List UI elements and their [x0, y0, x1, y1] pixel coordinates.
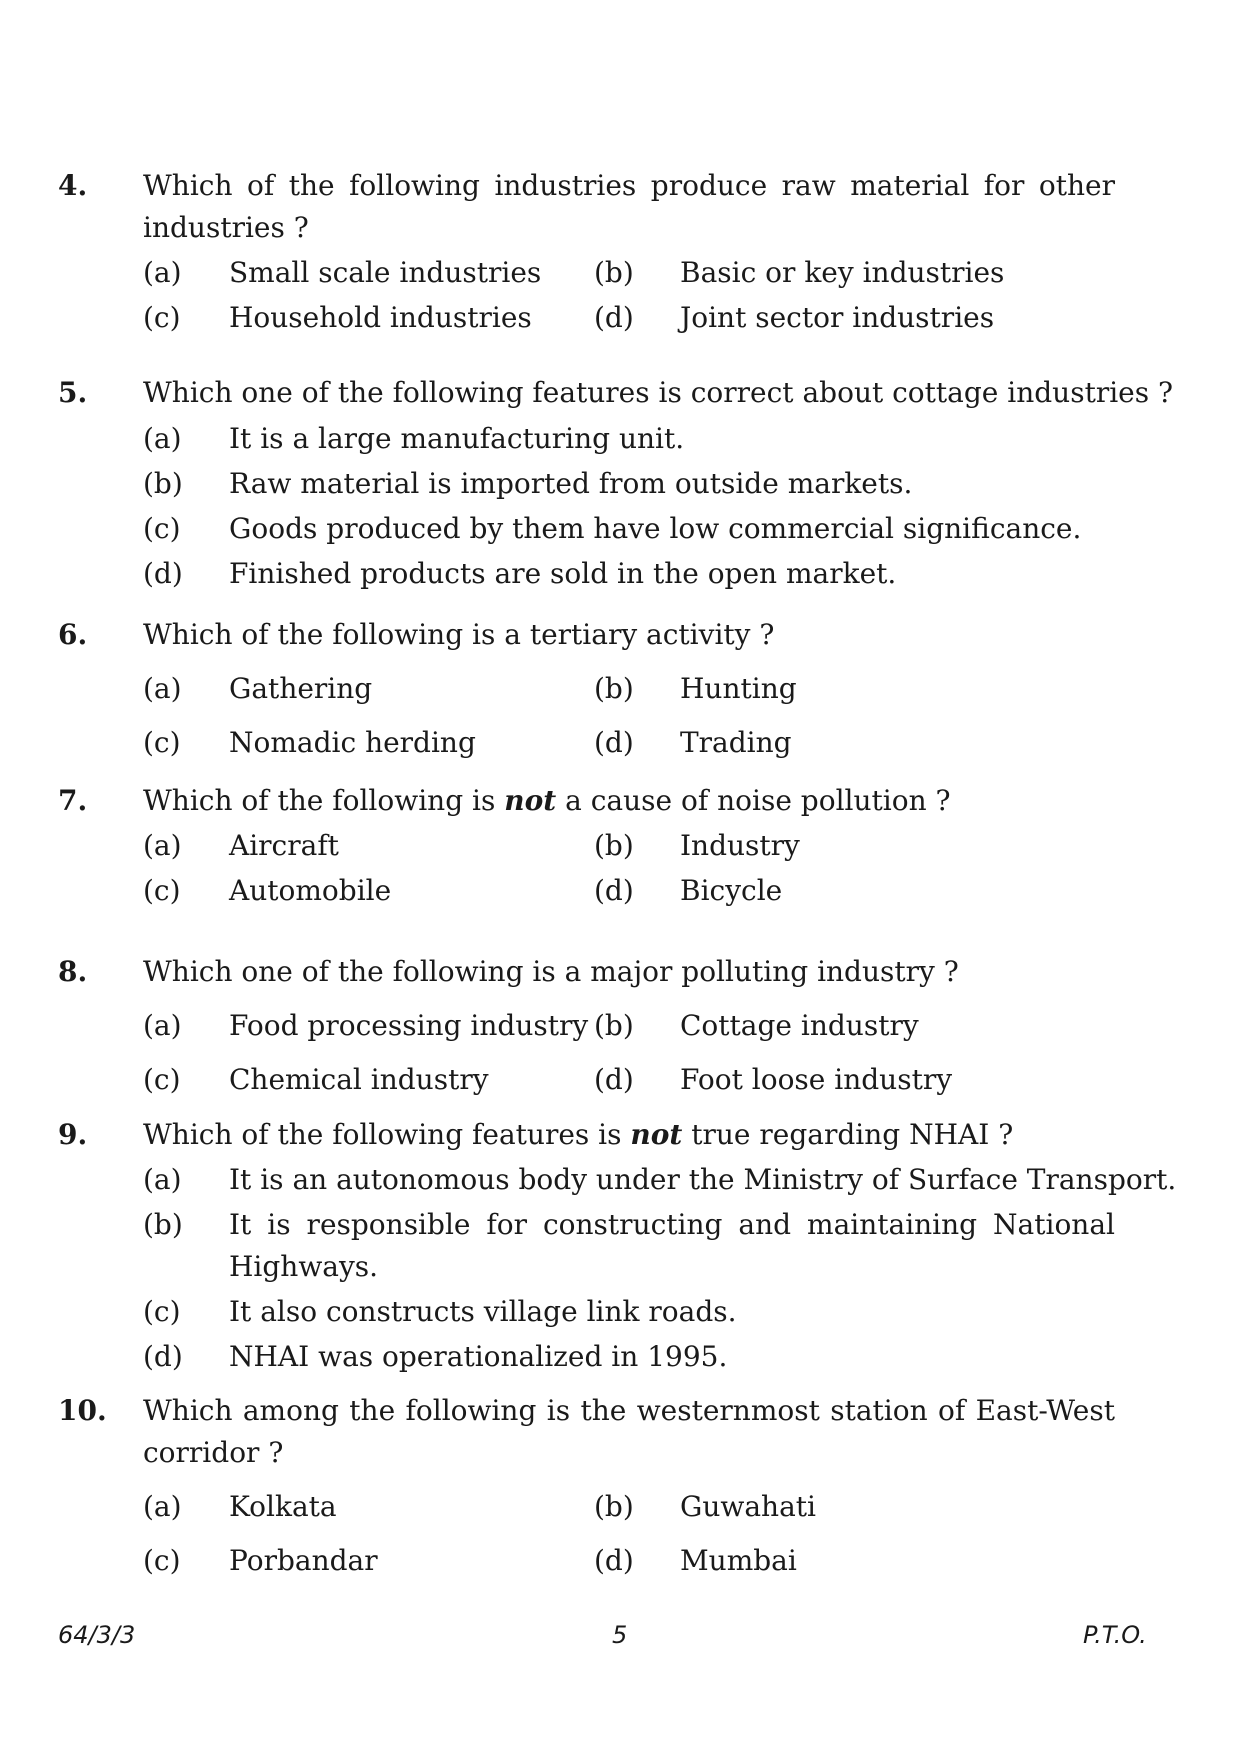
option-label: (c): [143, 726, 181, 759]
option-text: Mumbai: [680, 1544, 797, 1577]
option-text: Goods produced by them have low commercial significance.: [229, 512, 1082, 545]
option-text: Guwahati: [680, 1490, 816, 1523]
emphasis-not: not: [630, 1118, 683, 1151]
option-text: Automobile: [229, 874, 392, 907]
option-label: (d): [143, 1340, 183, 1373]
option-label: (b): [143, 1208, 183, 1241]
option-text: Finished products are sold in the open market.: [229, 557, 897, 590]
option-text: Trading: [680, 726, 792, 759]
option-label: (a): [143, 672, 182, 705]
option-text: Kolkata: [229, 1490, 337, 1523]
option-label: (b): [594, 1490, 634, 1523]
option-text: Chemical industry: [229, 1063, 489, 1096]
option-text: Small scale industries: [229, 256, 542, 289]
question-stem-continued: corridor ?: [143, 1436, 284, 1469]
option-text: It is responsible for constructing and maintaining National: [229, 1208, 1115, 1241]
question-stem: Which among the following is the westernmost station of East-West: [143, 1394, 1115, 1427]
stem-text: Which of the following features is: [143, 1118, 631, 1151]
option-label: (d): [594, 726, 634, 759]
option-text: Joint sector industries: [680, 301, 995, 334]
option-label: (d): [594, 301, 634, 334]
question-number: 8.: [58, 955, 88, 988]
option-label: (a): [143, 829, 182, 862]
option-label: (d): [594, 1063, 634, 1096]
question-stem-continued: industries ?: [143, 211, 309, 244]
option-text: It is a large manufacturing unit.: [229, 422, 685, 455]
option-text: Food processing industry: [229, 1009, 589, 1042]
option-text: Gathering: [229, 672, 373, 705]
question-stem: Which one of the following features is correct about cottage industries ?: [143, 376, 1174, 409]
option-text: Industry: [680, 829, 800, 862]
option-label: (a): [143, 422, 182, 455]
stem-text: Which of the following is: [143, 784, 505, 817]
option-label: (b): [594, 256, 634, 289]
question-number: 5.: [58, 376, 88, 409]
option-text: It also constructs village link roads.: [229, 1295, 737, 1328]
pto-label: P.T.O.: [1083, 1621, 1147, 1649]
stem-text: a cause of noise pollution ?: [556, 784, 951, 817]
question-stem: [143, 1117, 1013, 1153]
option-label: (a): [143, 1490, 182, 1523]
option-label: (b): [143, 467, 183, 500]
option-text: Bicycle: [680, 874, 783, 907]
option-text: Nomadic herding: [229, 726, 476, 759]
question-stem: [143, 783, 951, 819]
option-label: (d): [594, 1544, 634, 1577]
emphasis-not: not: [504, 784, 557, 817]
option-label: (d): [143, 557, 183, 590]
option-label: (b): [594, 1009, 634, 1042]
option-text: Household industries: [229, 301, 532, 334]
option-label: (c): [143, 1544, 181, 1577]
question-stem: Which one of the following is a major polluting industry ?: [143, 955, 959, 988]
option-label: (c): [143, 1063, 181, 1096]
option-text: Hunting: [680, 672, 797, 705]
question-number: 9.: [58, 1118, 88, 1151]
option-label: (c): [143, 512, 181, 545]
option-label: (c): [143, 874, 181, 907]
option-text-continued: Highways.: [229, 1250, 379, 1283]
option-label: (a): [143, 1163, 182, 1196]
option-text: Raw material is imported from outside markets.: [229, 467, 913, 500]
option-label: (c): [143, 1295, 181, 1328]
paper-code: 64/3/3: [58, 1621, 136, 1649]
question-stem: Which of the following is a tertiary activity ?: [143, 618, 775, 651]
question-number: 6.: [58, 618, 88, 651]
option-text: Cottage industry: [680, 1009, 919, 1042]
question-number: 10.: [58, 1394, 107, 1427]
option-text: Basic or key industries: [680, 256, 1005, 289]
option-label: (a): [143, 256, 182, 289]
option-text: Aircraft: [229, 829, 339, 862]
option-label: (a): [143, 1009, 182, 1042]
question-number: 7.: [58, 784, 88, 817]
option-text: It is an autonomous body under the Ministry of Surface Transport.: [229, 1163, 1177, 1196]
option-label: (c): [143, 301, 181, 334]
page-number: 5: [612, 1621, 628, 1649]
option-text: Porbandar: [229, 1544, 378, 1577]
option-label: (d): [594, 874, 634, 907]
option-label: (b): [594, 829, 634, 862]
option-text: Foot loose industry: [680, 1063, 953, 1096]
option-text: NHAI was operationalized in 1995.: [229, 1340, 728, 1373]
question-number: 4.: [58, 169, 88, 202]
question-stem: Which of the following industries produce raw material for other: [143, 169, 1115, 202]
option-label: (b): [594, 672, 634, 705]
stem-text: true regarding NHAI ?: [682, 1118, 1014, 1151]
